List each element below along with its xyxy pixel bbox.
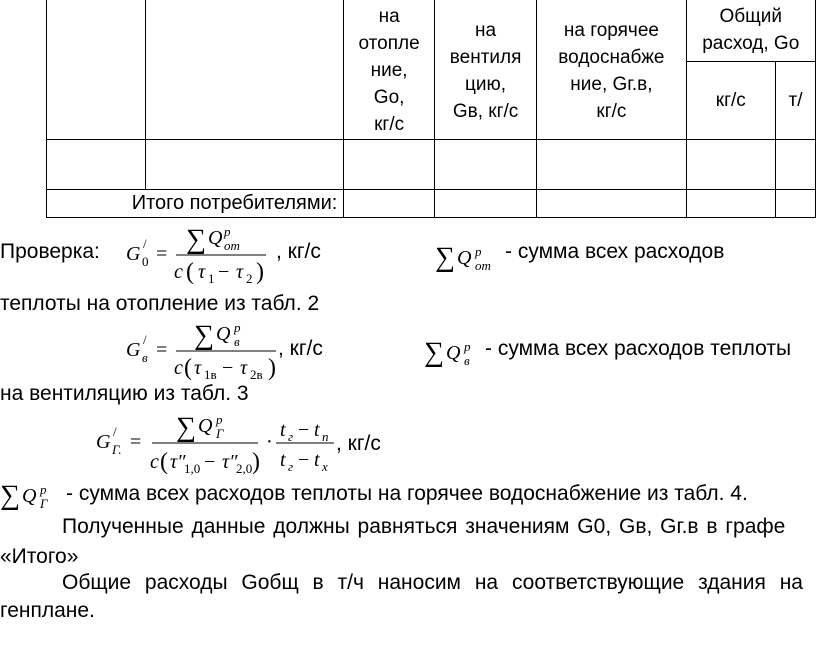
header-ventilation-line: вентиля [449,47,522,68]
header-total-unit-th: т/ [776,62,816,140]
svg-text:p: p [464,339,471,354]
svg-text:(: ( [186,259,194,284]
header-total-line: расход, Gо [702,33,800,54]
total-cell [776,190,816,218]
svg-text:∑: ∑ [186,224,206,255]
svg-text:2: 2 [246,271,253,284]
svg-text:): ) [268,355,276,380]
svg-text:τ: τ [194,357,202,379]
svg-text:c: c [150,451,159,473]
total-cell [686,190,776,218]
total-row-label: Итого потребителями: [47,190,344,218]
svg-text:∑: ∑ [194,320,214,351]
formula-heating-desc: - сумма всех расходов [505,240,725,263]
svg-text:г: г [288,459,294,474]
svg-text:/: / [143,236,147,251]
svg-text:G: G [126,339,141,361]
svg-text:·: · [266,431,273,453]
svg-text:0: 0 [142,254,149,269]
header-hot-water [537,0,686,140]
svg-text:p: p [40,482,47,497]
svg-text:х: х [322,459,328,474]
data-cell [686,140,776,190]
svg-text:−: − [218,261,230,283]
svg-text:=: = [156,339,168,361]
formula-ventilation [118,318,283,380]
svg-text:Q: Q [208,227,223,249]
svg-text:τ: τ [236,261,244,283]
formula-heating-desc-cont: теплоты на отопление из табл. 2 [0,292,320,315]
svg-text:p: p [216,412,223,427]
svg-text:): ) [256,259,264,284]
check-label: Проверка: [0,240,100,263]
header-heating-line: отопле [358,33,420,54]
formula-ventilation-desc-cont: на вентиляцию из табл. 3 [0,382,249,405]
header-heating-line: ние, [370,60,408,81]
formula-hot-water [90,410,340,476]
svg-text:Г: Г [216,426,224,441]
svg-text:τ″: τ″ [170,451,186,473]
header-heating-line: кг/с [374,114,405,135]
sum-q-hot-water-icon [0,474,62,514]
svg-text:t: t [314,449,320,471]
header-hot-water-line: ние, Gг.в, [570,74,653,95]
svg-text:2,0: 2,0 [236,461,253,476]
data-cell [537,140,686,190]
svg-text:Q: Q [216,323,231,345]
paragraph-2-line-2: генплане. [0,599,95,622]
svg-text:в: в [464,353,470,368]
header-ventilation-line: на [475,20,497,41]
svg-text:в: в [234,334,240,349]
header-ventilation [434,0,536,140]
header-hot-water-line: кг/с [596,101,627,122]
svg-text:∑: ∑ [424,337,444,368]
header-cell-empty-1 [47,0,146,140]
paragraph-2-line-1: Общие расходы Gобщ в т/ч наносим на соответствующие здания на [62,571,803,594]
header-ventilation-line: цию, [465,74,507,95]
paragraph-1-line-2: «Итого» [0,545,79,568]
svg-text:∑: ∑ [0,480,20,511]
consumers-table [46,0,816,218]
svg-text:p: p [224,224,231,239]
svg-text:∑: ∑ [176,412,196,443]
svg-text:Г.: Г. [112,442,122,457]
svg-text:от: от [224,238,240,253]
formula-hot-water-desc: - сумма всех расходов теплоты на горячее водоснабжение из табл. 4. [66,482,748,505]
data-cell [776,140,816,190]
svg-text:(: ( [184,355,192,380]
header-total-line: Общий [719,6,783,27]
svg-text:−: − [222,357,234,379]
svg-text:1,0: 1,0 [184,461,201,476]
data-cell [434,140,536,190]
svg-text:G: G [96,431,111,453]
svg-text:п: п [322,429,329,444]
sum-q-ventilation-icon [424,331,486,369]
formula-ventilation-desc: - сумма всех расходов теплоты [485,337,792,360]
header-hot-water-line: на горячее [563,20,659,41]
svg-text:−: − [204,451,216,473]
header-heating-line: на [378,6,400,27]
header-heating-line: Gо, [373,87,405,108]
svg-text:в: в [142,350,148,365]
svg-text:−: − [298,449,310,471]
svg-text:от: от [475,258,491,273]
header-total [686,0,815,62]
svg-text:τ: τ [198,261,206,283]
svg-text:Г: Г [40,496,48,511]
svg-text:Q: Q [22,485,37,507]
svg-text:τ: τ [240,357,248,379]
total-cell [434,190,536,218]
total-cell [344,190,434,218]
data-cell [344,140,434,190]
formula-hot-water-unit: , кг/с [336,432,381,455]
svg-text:г: г [288,429,294,444]
svg-text:Q: Q [198,415,213,437]
total-cell [537,190,686,218]
svg-text:c: c [174,261,183,283]
svg-text:=: = [156,243,168,265]
svg-text:c: c [174,357,183,379]
header-cell-empty-2 [146,0,344,140]
header-hot-water-line: водоснабже [558,47,665,68]
svg-text:2в: 2в [250,367,263,380]
paragraph-1-line-1: Полученные данные должны равняться значениям G0, Gв, Gг.в в графе [62,515,786,538]
svg-text:G: G [126,243,141,265]
formula-heating-unit: , кг/с [276,240,321,263]
header-ventilation-line: Gв, кг/с [452,101,519,122]
svg-text:p: p [475,244,482,259]
sum-q-heating-icon [435,236,503,274]
svg-text:1: 1 [208,271,215,284]
svg-text:): ) [252,449,260,475]
svg-text:Q: Q [457,247,472,269]
svg-text:/: / [143,332,147,347]
svg-text:Q: Q [446,342,461,364]
data-cell [47,140,146,190]
svg-text:1в: 1в [204,367,217,380]
svg-text:∑: ∑ [435,242,455,273]
svg-text:−: − [298,419,310,441]
formula-ventilation-unit: , кг/с [278,337,323,360]
svg-text:t: t [280,449,286,471]
svg-text:t: t [314,419,320,441]
header-heating [344,0,434,140]
svg-text:=: = [130,431,142,453]
data-cell [146,140,344,190]
svg-text:/: / [113,424,117,439]
formula-heating [118,222,278,284]
svg-text:τ″: τ″ [222,451,238,473]
svg-text:t: t [280,419,286,441]
header-total-unit-kgs: кг/с [686,62,776,140]
svg-text:(: ( [160,449,168,475]
svg-text:p: p [234,320,241,335]
